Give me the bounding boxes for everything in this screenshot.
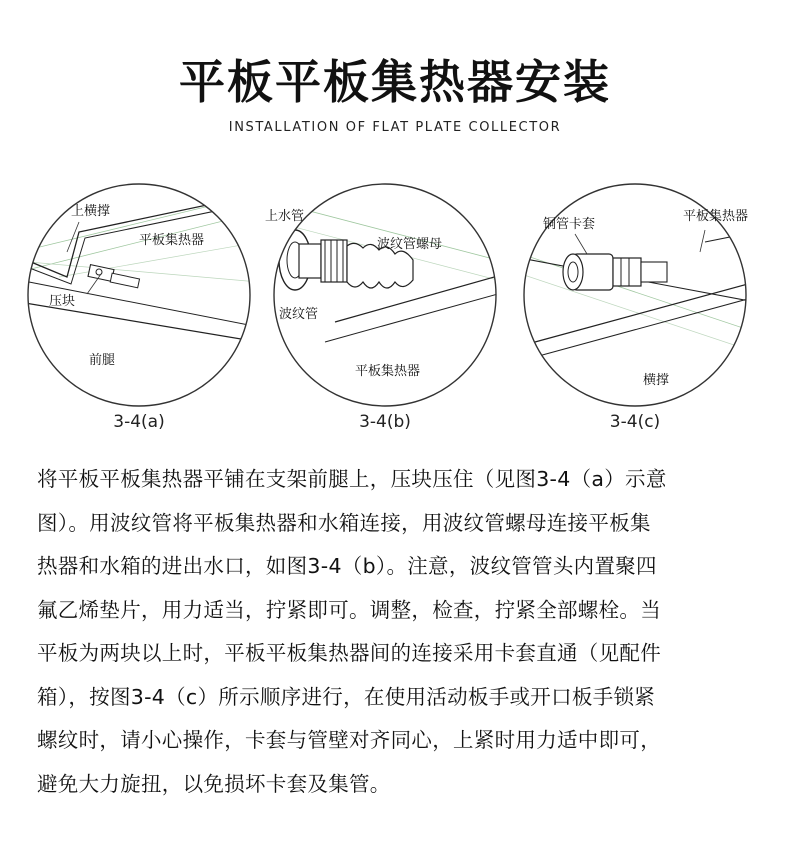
label-water-pipe: 上水管 bbox=[265, 209, 305, 224]
label-brace: 横撑 bbox=[643, 373, 670, 388]
label-top-brace: 上横撑 bbox=[71, 204, 111, 219]
body-line: 避免大力旋扭，以免损坏卡套及集管。 bbox=[37, 771, 391, 796]
label-clamp: 压块 bbox=[49, 294, 76, 309]
label-bellows: 波纹管 bbox=[279, 307, 319, 322]
diagram-b bbox=[265, 182, 505, 408]
diagram-c bbox=[515, 182, 755, 408]
diagram-b-drawing bbox=[265, 182, 505, 408]
body-line: 箱），按图3-4（c）所示顺序进行，在使用活动板手或开口板手锁紧 bbox=[37, 684, 656, 709]
diagram-a-drawing bbox=[19, 182, 259, 408]
caption-a: 3-4(a) bbox=[113, 412, 165, 432]
body-line: 螺纹时，请小心操作，卡套与管壁对齐同心，上紧时用力适中即可， bbox=[37, 728, 661, 752]
body-line: 图）。用波纹管将平板集热器和水箱连接，用波纹管螺母连接平板集 bbox=[37, 510, 651, 535]
label-front-leg: 前腿 bbox=[89, 353, 116, 368]
label-sleeve: 铜管卡套 bbox=[543, 217, 596, 232]
body-line: 平板为两块以上时，平板平板集热器间的连接采用卡套直通（见配件 bbox=[37, 641, 661, 665]
body-line: 氟乙烯垫片，用力适当，拧紧即可。调整，检查，拧紧全部螺栓。当 bbox=[37, 597, 661, 622]
label-collector-a: 平板集热器 bbox=[139, 233, 205, 248]
label-collector-c: 平板集热器 bbox=[683, 209, 749, 224]
diagram-c-drawing bbox=[515, 182, 755, 408]
caption-c: 3-4(c) bbox=[609, 412, 661, 432]
body-paragraph bbox=[37, 458, 757, 806]
label-nut: 波纹管螺母 bbox=[377, 237, 443, 252]
body-line: 热器和水箱的进出水口，如图3-4（b）。注意，波纹管管头内置聚四 bbox=[37, 554, 657, 578]
body-line: 将平板平板集热器平铺在支架前腿上，压块压住（见图3-4（a）示意 bbox=[37, 467, 667, 491]
label-collector-b: 平板集热器 bbox=[355, 364, 421, 379]
diagram-a bbox=[19, 182, 259, 408]
page-subtitle: INSTALLATION OF FLAT PLATE COLLECTOR bbox=[228, 120, 562, 135]
caption-b: 3-4(b) bbox=[359, 412, 411, 432]
page-title: 平板平板集热器安装 bbox=[179, 55, 611, 109]
